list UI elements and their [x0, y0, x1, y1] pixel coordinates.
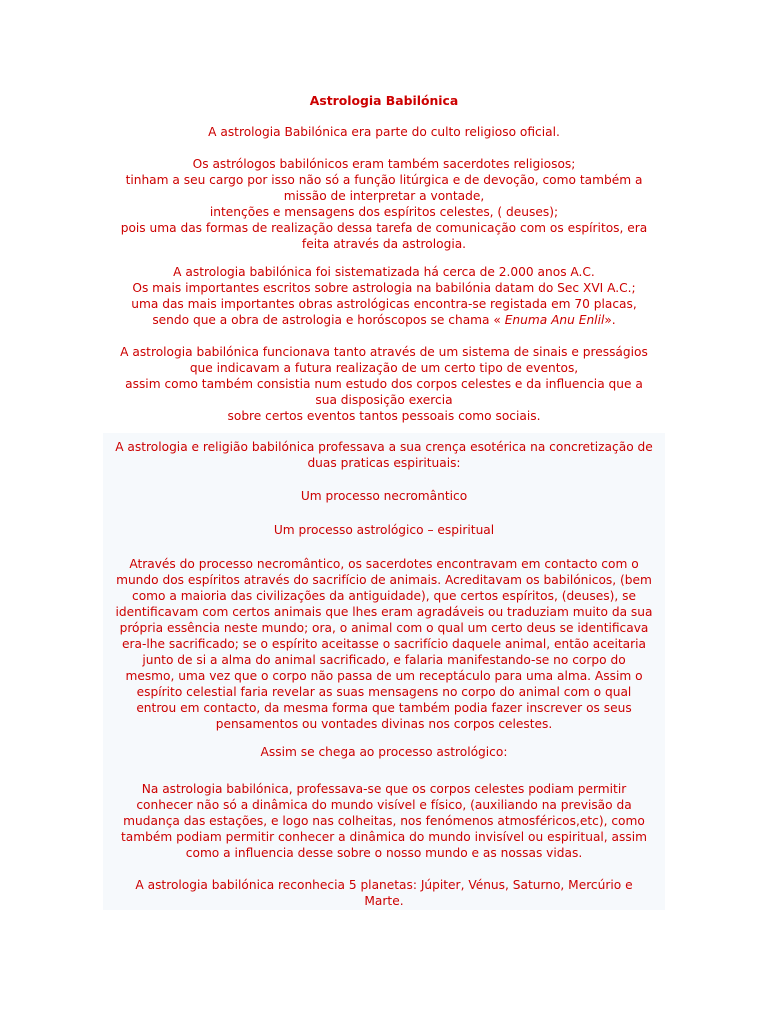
- text-line: duas praticas espirituais:: [307, 456, 461, 470]
- practice-item-astrological: [100, 522, 668, 538]
- paragraph-astrologers: [100, 156, 668, 252]
- text-line: Um processo necromântico: [300, 489, 468, 503]
- text-line: também podiam permitir conhecer a dinâmica do mundo invisível ou espiritual, assim: [121, 830, 647, 844]
- enuma-anu-enlil-title: Enuma Anu Enlil: [504, 313, 605, 327]
- paragraph-practices: [100, 439, 668, 471]
- paragraph-signs: [100, 344, 668, 424]
- text-line: era-lhe sacrificado; se o espírito aceitasse o sacrifício daquele animal, então aceitaria: [122, 637, 646, 651]
- enuma-prefix: sendo que a obra de astrologia e horóscopos se chama «: [152, 313, 505, 327]
- text-line: tinham a seu cargo por isso não só a função litúrgica e de devoção, como também a: [125, 173, 643, 187]
- text-line: Os mais importantes escritos sobre astrologia na babilónia datam do Sec XVI A.C.;: [132, 281, 636, 295]
- text-line: Marte.: [364, 894, 404, 908]
- text-line: como a maioria das civilizações da antiguidade), que certos espíritos, (deuses), se: [132, 589, 636, 603]
- text-line: Um processo astrológico – espiritual: [273, 523, 495, 537]
- paragraph-celestial-bodies: [100, 781, 668, 861]
- intro-line: A astrologia Babilónica era parte do culto religioso oficial.: [208, 125, 560, 139]
- practice-item-necromantic: [100, 488, 668, 504]
- enuma-suffix: ».: [604, 313, 616, 327]
- text-line: conhecer não só a dinâmica do mundo visível e físico, (auxiliando na previsão da: [136, 798, 632, 812]
- text-line: entrou em contacto, da mesma forma que também podia fazer inscrever os seus: [136, 701, 632, 715]
- text-line: pois uma das formas de realização dessa tarefa de comunicação com os espíritos, era: [120, 221, 648, 235]
- text-line: identificavam com certos animais que lhes eram agradáveis ou traduziam muito da sua: [115, 605, 653, 619]
- text-line: Os astrólogos babilónicos eram também sacerdotes religiosos;: [192, 157, 576, 171]
- text-line: assim como também consistia num estudo dos corpos celestes e da influencia que a: [125, 377, 643, 391]
- paragraph-necromantic-process: [100, 556, 668, 732]
- text-line: A astrologia babilónica funcionava tanto através de um sistema de sinais e presságios: [120, 345, 648, 359]
- text-line: Através do processo necromântico, os sacerdotes encontravam em contacto com o: [129, 557, 639, 571]
- text-line: pensamentos ou vontades divinas nos corpos celestes.: [215, 717, 553, 731]
- text-line: A astrologia e religião babilónica professava a sua crença esotérica na concretização de: [115, 440, 653, 454]
- text-line: missão de interpretar a vontade,: [283, 189, 485, 203]
- paragraph-systematized: [100, 264, 668, 328]
- text-line: uma das mais importantes obras astrológicas encontra-se registada em 70 placas,: [131, 297, 637, 311]
- intro-paragraph: [100, 124, 668, 140]
- paragraph-planets: [100, 877, 668, 909]
- text-line: que indicavam a futura realização de um certo tipo de eventos,: [189, 361, 579, 375]
- text-line: sua disposição exercia: [315, 393, 453, 407]
- text-line: Assim se chega ao processo astrológico:: [260, 745, 508, 759]
- document-title: Astrologia Babilónica: [309, 93, 459, 108]
- text-line: junto de si a alma do animal sacrificado, e falaria manifestando-se no corpo do: [142, 653, 626, 667]
- text-line: sobre certos eventos tantos pessoais como sociais.: [227, 409, 541, 423]
- text-line-enuma: [100, 312, 668, 328]
- text-line: A astrologia babilónica reconhecia 5 planetas: Júpiter, Vénus, Saturno, Mercúrio e: [135, 878, 633, 892]
- text-line: mudança das estações, e logo nas colheitas, nos fenómenos atmosféricos,etc), como: [123, 814, 645, 828]
- text-line: mundo dos espíritos através do sacrifício de animais. Acreditavam os babilónicos, (bem: [116, 573, 652, 587]
- text-line: intenções e mensagens dos espíritos celestes, ( deuses);: [209, 205, 559, 219]
- text-line: como a influencia desse sobre o nosso mundo e as nossas vidas.: [185, 846, 583, 860]
- text-line: A astrologia babilónica foi sistematizada há cerca de 2.000 anos A.C.: [173, 265, 595, 279]
- text-line: feita através da astrologia.: [301, 237, 467, 251]
- text-line: espírito celestial faria revelar as suas mensagens no corpo do animal com o qual: [136, 685, 632, 699]
- text-line: mesmo, uma vez que o corpo não passa de um receptáculo para uma alma. Assim o: [125, 669, 643, 683]
- text-line: própria essência neste mundo; ora, o animal com o qual um certo deus se identificava: [119, 621, 649, 635]
- paragraph-astrological-intro: [100, 744, 668, 760]
- text-line: Na astrologia babilónica, professava-se que os corpos celestes podiam permitir: [141, 782, 627, 796]
